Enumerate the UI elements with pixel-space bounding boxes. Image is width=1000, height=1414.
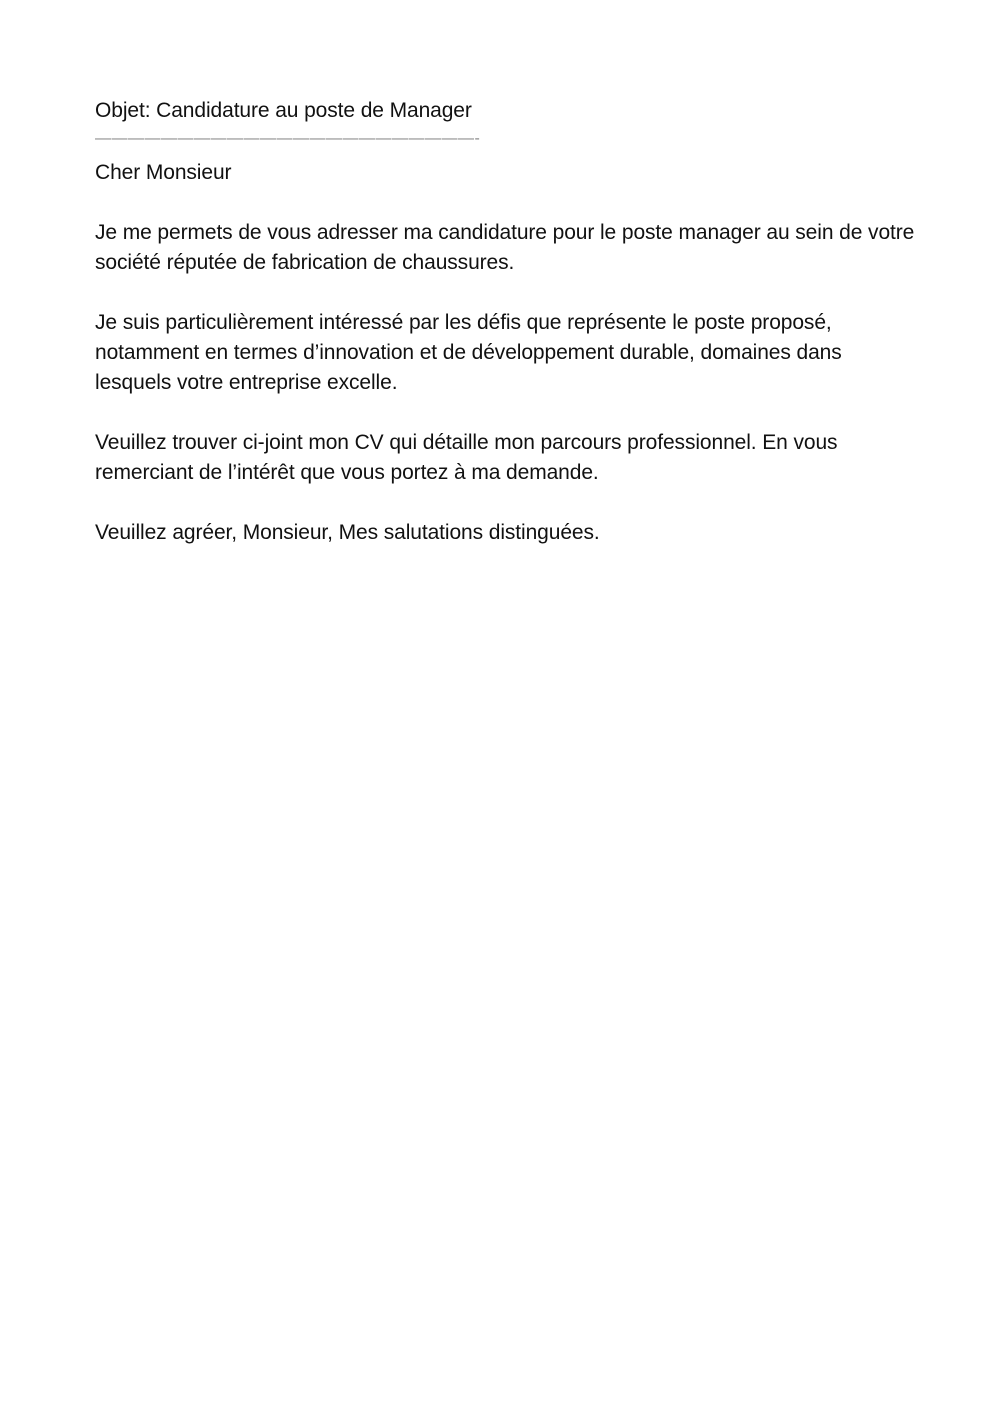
subject-divider: ———————————————————————- xyxy=(95,130,481,147)
cover-letter xyxy=(95,96,915,578)
letter-salutation: Cher Monsieur xyxy=(95,161,232,184)
paragraph-closing: Veuillez agréer, Monsieur, Mes salutations distinguées. xyxy=(95,521,600,544)
paragraph-motivation: Je suis particulièrement intéressé par les défis que représente le poste proposé, notamment en termes d’innovation et de développement durable, domaines dans lesquels votre entreprise excelle. xyxy=(95,311,842,394)
paragraph-cv: Veuillez trouver ci-joint mon CV qui détaille mon parcours professionnel. En vous remerciant de l’intérêt que vous portez à ma demande. xyxy=(95,431,838,484)
paragraph-intro: Je me permets de vous adresser ma candidature pour le poste manager au sein de votre société réputée de fabrication de chaussures. xyxy=(95,221,915,274)
letter-subject: Objet: Candidature au poste de Manager xyxy=(95,99,472,122)
